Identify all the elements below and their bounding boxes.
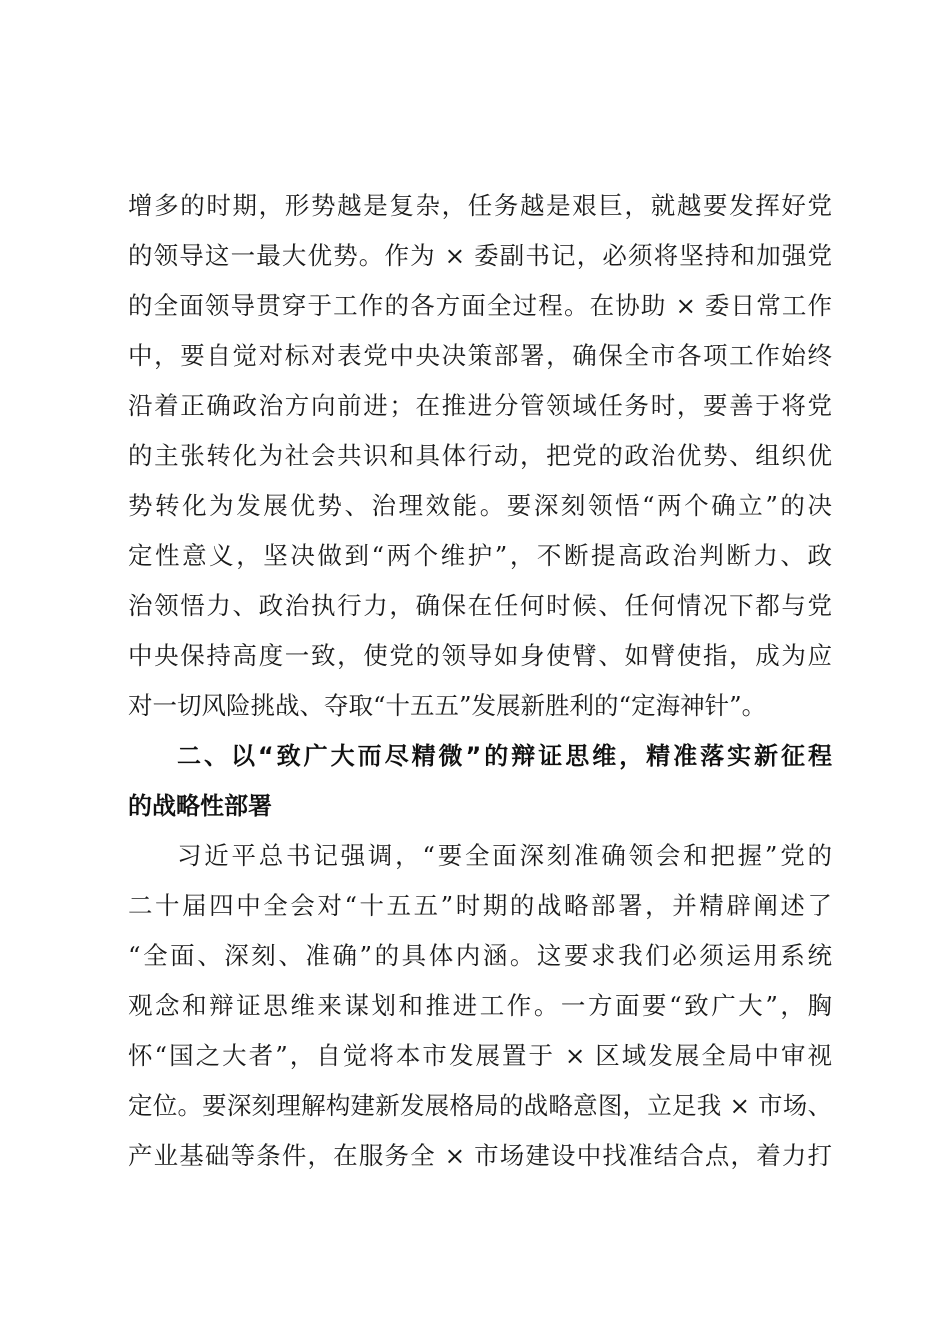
text-line: 二十届四中全会对“十五五”时期的战略部署，并精辟阐述了 bbox=[128, 891, 832, 920]
text-line: 的全面领导贯穿于工作的各方面全过程。在协助 × 委日常工作 bbox=[128, 291, 832, 320]
text-line: 中央保持高度一致，使党的领导如身使臂、如臂使指，成为应 bbox=[128, 641, 832, 670]
text-line: “全面、深刻、准确”的具体内涵。这要求我们必须运用系统 bbox=[128, 941, 832, 970]
text-line: 中，要自觉对标对表党中央决策部署，确保全市各项工作始终 bbox=[128, 341, 832, 370]
document-body bbox=[128, 181, 832, 1181]
text-line: 沿着正确政治方向前进；在推进分管领域任务时，要善于将党 bbox=[128, 391, 832, 420]
text-line: 产业基础等条件，在服务全 × 市场建设中找准结合点，着力打 bbox=[128, 1141, 832, 1170]
heading-line: 二、以“致广大而尽精微”的辩证思维，精准落实新征程 bbox=[177, 742, 832, 770]
text-line: 怀“国之大者”，自觉将本市发展置于 × 区域发展全局中审视 bbox=[128, 1041, 832, 1070]
body-paragraph bbox=[128, 831, 832, 1181]
text-line: 的主张转化为社会共识和具体行动，把党的政治优势、组织优 bbox=[128, 441, 832, 470]
text-line: 定位。要深刻理解构建新发展格局的战略意图，立足我 × 市场、 bbox=[128, 1091, 832, 1120]
text-line: 势转化为发展优势、治理效能。要深刻领悟“两个确立”的决 bbox=[128, 491, 832, 520]
text-line: 观念和辩证思维来谋划和推进工作。一方面要“致广大”，胸 bbox=[128, 991, 832, 1020]
section-heading bbox=[128, 731, 832, 831]
heading-line: 的战略性部署 bbox=[128, 792, 272, 820]
text-line: 增多的时期，形势越是复杂，任务越是艰巨，就越要发挥好党 bbox=[128, 191, 832, 220]
body-paragraph bbox=[128, 181, 832, 731]
text-line: 对一切风险挑战、夺取“十五五”发展新胜利的“定海神针”。 bbox=[128, 691, 767, 720]
text-line: 习近平总书记强调，“要全面深刻准确领会和把握”党的 bbox=[177, 841, 832, 870]
text-line: 治领悟力、政治执行力，确保在任何时候、任何情况下都与党 bbox=[128, 591, 832, 620]
text-line: 定性意义，坚决做到“两个维护”，不断提高政治判断力、政 bbox=[128, 541, 832, 570]
text-line: 的领导这一最大优势。作为 × 委副书记，必须将坚持和加强党 bbox=[128, 241, 832, 270]
